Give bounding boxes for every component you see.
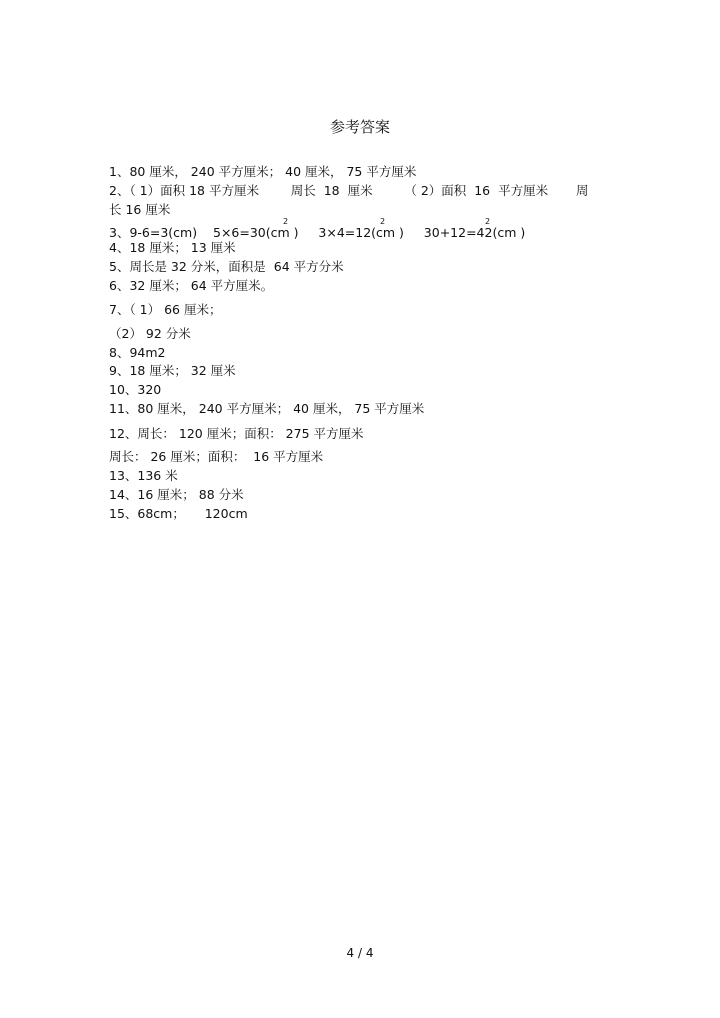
superscript-2: 2 [485, 217, 491, 226]
answer-line-9: 9、18 厘米； 32 厘米 [109, 363, 236, 378]
page-title: 参考答案 [329, 118, 390, 136]
answer-line-2-cont: 长 16 厘米 [109, 202, 171, 217]
answer-line-10: 10、320 [109, 382, 162, 397]
page-number: 4 / 4 [346, 946, 374, 960]
answer-line-12: 12、周长： 120 厘米；面积： 275 平方厘米 [109, 426, 364, 441]
superscript-2: 2 [283, 217, 289, 226]
answer-line-12-part2: 周长： 26 厘米；面积： 16 平方厘米 [109, 449, 324, 464]
answer-line-4: 4、18 厘米； 13 厘米 [109, 240, 236, 255]
answer-line-5: 5、周长是 32 分米，面积是 64 平方分米 [109, 259, 344, 274]
answer-line-13: 13、136 米 [109, 468, 178, 483]
answer-line-1: 1、80 厘米， 240 平方厘米； 40 厘米， 75 平方厘米 [109, 164, 417, 179]
answer-line-7-part2: （2） 92 分米 [109, 326, 191, 341]
superscript-2: 2 [380, 217, 386, 226]
answer-line-14: 14、16 厘米； 88 分米 [109, 487, 244, 502]
answer-line-6: 6、32 厘米； 64 平方厘米。 [109, 278, 274, 293]
answer-line-7: 7、（ 1） 66 厘米； [109, 302, 222, 317]
answer-line-11: 11、80 厘米， 240 平方厘米； 40 厘米， 75 平方厘米 [109, 401, 425, 416]
answer-line-3: 3、9-6=3(cm) 5×6=30(cm ) 3×4=12(cm ) 30+12=42(cm ) [109, 225, 526, 240]
answer-line-8: 8、94m2 [109, 345, 166, 360]
answer-line-2: 2、（ 1）面积 18 平方厘米 周长 18 厘米 （ 2）面积 16 平方厘米 周 [109, 183, 589, 198]
answer-line-15: 15、68cm； 120cm [109, 506, 248, 521]
